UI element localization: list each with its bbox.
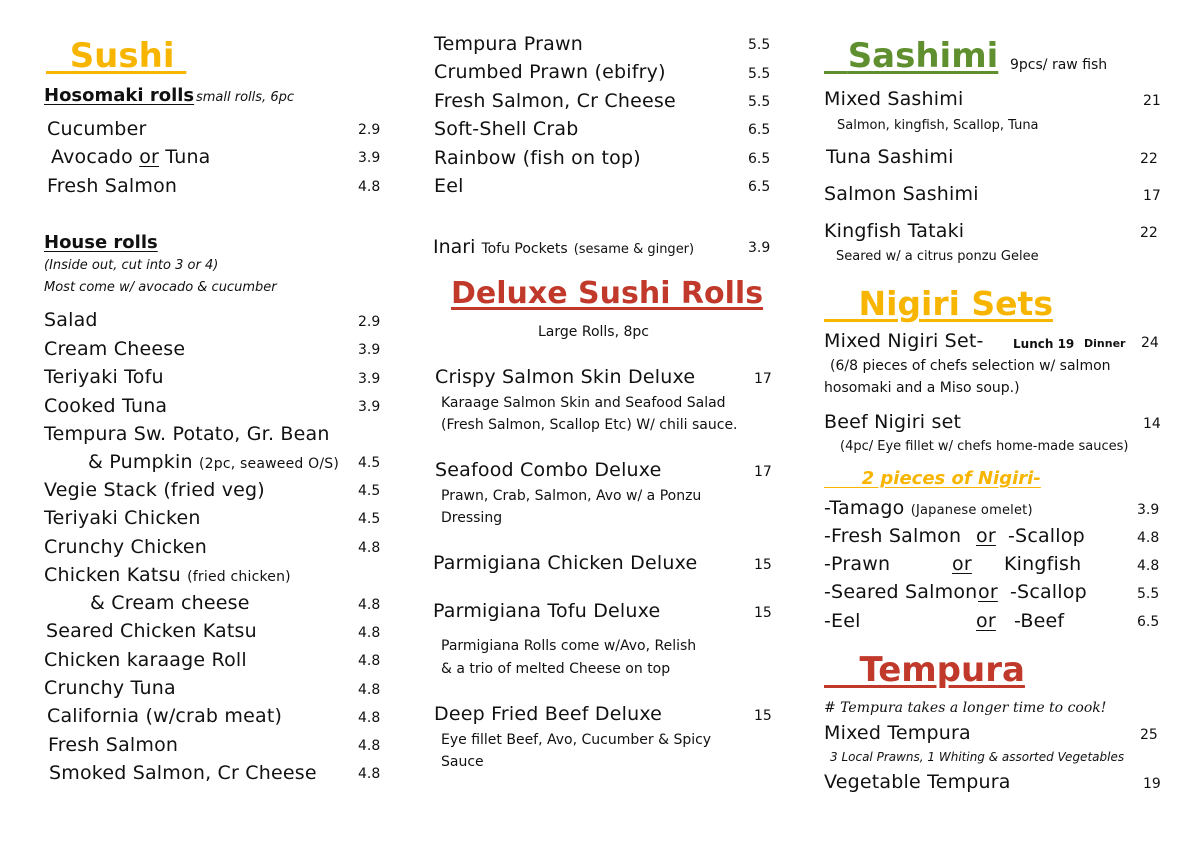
menu-item-price: 3.9 [358,399,381,415]
nigiri-item: -Seared Salmon [824,581,978,603]
menu-item-price: 22 [1140,151,1158,167]
menu-item-price: 4.8 [358,710,381,726]
menu-item-price: 6.5 [748,122,771,138]
menu-item-name: Vegetable Tempura [824,771,1011,793]
menu-item-price: 3.9 [748,240,771,256]
menu-item-desc: Eye fillet Beef, Avo, Cucumber & Spicy [441,732,712,748]
house-rolls-heading: House rolls [44,232,158,253]
menu-item-price: 4.8 [358,540,381,556]
menu-item-price: 4.8 [1137,558,1160,574]
menu-item-name: Avocado or Tuna [51,146,211,168]
menu-item-name: Smoked Salmon, Cr Cheese [49,762,317,784]
menu-item-price: 4.8 [358,738,381,754]
menu-item-price: 4.5 [358,511,381,527]
menu-item-price: 5.5 [748,37,771,53]
or-label: or [978,581,998,603]
or-label: or [976,525,996,547]
menu-item-name: Teriyaki Tofu [44,366,164,388]
menu-item-price: 4.8 [358,766,381,782]
menu-item-desc: 3 Local Prawns, 1 Whiting & assorted Vegetables [830,750,1125,764]
menu-item-name: California (w/crab meat) [47,705,283,727]
menu-item-name: Rainbow (fish on top) [434,147,641,169]
sashimi-note: 9pcs/ raw fish [1010,57,1108,73]
nigiri-item: -Prawn [824,553,891,575]
nigiri-item: Kingfish [1004,553,1082,575]
menu-item-name: Fresh Salmon [48,734,179,756]
menu-item-price: 19 [1143,776,1161,792]
menu-item-desc: Parmigiana Rolls come w/Avo, Relish [441,638,697,654]
menu-item-name: Mixed Nigiri Set- [824,330,984,352]
menu-item-name: Chicken Katsu (fried chicken) [44,564,291,586]
dinner-label: Dinner [1084,337,1126,350]
menu-item-name: Tempura Sw. Potato, Gr. Bean [44,423,330,445]
menu-item-name: Beef Nigiri set [824,411,962,433]
menu-item-price: 15 [754,605,772,621]
menu-item-name: Soft-Shell Crab [434,118,579,140]
menu-item-price: 6.5 [748,179,771,195]
menu-item-name: Vegie Stack (fried veg) [44,479,265,501]
nigiri-item: -Eel [824,610,861,632]
menu-item-desc: (6/8 pieces of chefs selection w/ salmon [830,358,1111,374]
menu-item-price: 4.8 [358,179,381,195]
or-label: or [976,610,996,632]
menu-item-price: 3.9 [358,342,381,358]
menu-item-price: 17 [754,464,772,480]
menu-item-name: Crumbed Prawn (ebifry) [434,61,666,83]
menu-item-price: 17 [754,371,772,387]
menu-item-name: Crunchy Chicken [44,536,208,558]
tempura-heading: Tempura [859,650,1025,690]
hosomaki-note: small rolls, 6pc [196,90,294,105]
menu-item-price: 4.8 [358,682,381,698]
two-pieces-heading: 2 pieces of Nigiri- [861,468,1041,489]
menu-item-name: Cooked Tuna [44,395,168,417]
nigiri-sets-heading: Nigiri Sets [858,284,1053,323]
menu-item-desc: Seared w/ a citrus ponzu Gelee [836,249,1039,264]
menu-item-name: Cream Cheese [44,338,186,360]
deluxe-subtitle: Large Rolls, 8pc [538,324,649,340]
menu-item-price: 14 [1143,416,1161,432]
nigiri-item: -Fresh Salmon [824,525,962,547]
menu-item-name: Salad [44,309,98,331]
menu-item-name: Fresh Salmon, Cr Cheese [434,90,676,112]
menu-item-price: 3.9 [358,150,381,166]
menu-item-price: 15 [754,708,772,724]
menu-item-price: 24 [1141,335,1159,351]
menu-item-name: Crunchy Tuna [44,677,176,699]
menu-item-name: Seared Chicken Katsu [46,620,257,642]
nigiri-item: -Scallop [1010,581,1087,603]
menu-item-name: Seafood Combo Deluxe [435,459,662,481]
menu-item-price: 3.9 [358,371,381,387]
menu-item-price: 21 [1143,93,1161,109]
menu-item-name: Mixed Tempura [824,722,971,744]
menu-item-price: 17 [1143,188,1161,204]
menu-item-price: 5.5 [748,66,771,82]
menu-item-price: 4.8 [358,625,381,641]
menu-item-desc: Salmon, kingfish, Scallop, Tuna [837,118,1039,133]
menu-item-name: Parmigiana Chicken Deluxe [433,552,698,574]
menu-item-name: Cucumber [47,118,147,140]
or-label: or [952,553,972,575]
menu-item-price: 6.5 [1137,614,1160,630]
menu-item-name: Kingfish Tataki [824,220,965,242]
menu-item-name: Mixed Sashimi [824,88,964,110]
menu-item-name: Tempura Prawn [434,33,583,55]
menu-item-desc: Karaage Salmon Skin and Seafood Salad [441,395,726,411]
menu-item-price: 4.5 [358,483,381,499]
menu-item-price: 2.9 [358,314,381,330]
menu-item-desc: (4pc/ Eye fillet w/ chefs home-made sauces) [840,439,1129,454]
menu-item-name: Deep Fried Beef Deluxe [434,703,663,725]
house-rolls-note: Most come w/ avocado & cucumber [44,280,277,295]
nigiri-item: -Scallop [1008,525,1085,547]
lunch-price: Lunch 19 [1013,337,1075,351]
menu-item-price: 3.9 [1137,502,1160,518]
menu-item-name: Parmigiana Tofu Deluxe [433,600,661,622]
menu-item-price: 4.8 [1137,530,1160,546]
nigiri-item: -Tamago (Japanese omelet) [824,497,1033,519]
menu-item-price: 4.8 [358,653,381,669]
menu-item-desc: (Fresh Salmon, Scallop Etc) W/ chili sauce. [441,417,738,433]
menu-item-price: 5.5 [1137,586,1160,602]
tempura-note: # Tempura takes a longer time to cook! [824,700,1107,716]
menu-item-desc: Dressing [441,510,503,526]
menu-item-desc: hosomaki and a Miso soup.) [824,380,1020,396]
nigiri-item: -Beef [1014,610,1065,632]
sushi-heading: Sushi [69,36,175,76]
menu-item-name: Crispy Salmon Skin Deluxe [435,366,696,388]
menu-item-desc: & a trio of melted Cheese on top [441,661,671,677]
deluxe-heading: Deluxe Sushi Rolls [451,276,764,311]
sashimi-heading: Sashimi [847,36,999,76]
menu-item-name: Tuna Sashimi [826,146,954,168]
menu-item-name: & Pumpkin (2pc, seaweed O/S) [88,451,340,473]
menu-item-price: 15 [754,557,772,573]
menu-item-name: Eel [434,175,464,197]
hosomaki-heading: Hosomaki rolls [44,85,195,106]
menu-item-name: Teriyaki Chicken [44,507,201,529]
menu-item-price: 2.9 [358,122,381,138]
menu-item-name: & Cream cheese [90,592,250,614]
inari-item: Inari Tofu Pockets (sesame & ginger) [433,236,695,258]
menu-item-name: Fresh Salmon [47,175,178,197]
house-rolls-note: (Inside out, cut into 3 or 4) [44,258,219,273]
menu-item-desc: Sauce [441,754,484,770]
menu-item-name: Chicken karaage Roll [44,649,247,671]
menu-item-price: 4.8 [358,597,381,613]
menu-item-price: 6.5 [748,151,771,167]
menu-item-desc: Prawn, Crab, Salmon, Avo w/ a Ponzu [441,488,702,504]
menu-item-price: 4.5 [358,455,381,471]
menu-item-name: Salmon Sashimi [824,183,979,205]
menu-item-price: 25 [1140,727,1158,743]
menu-item-price: 5.5 [748,94,771,110]
menu-item-price: 22 [1140,225,1158,241]
